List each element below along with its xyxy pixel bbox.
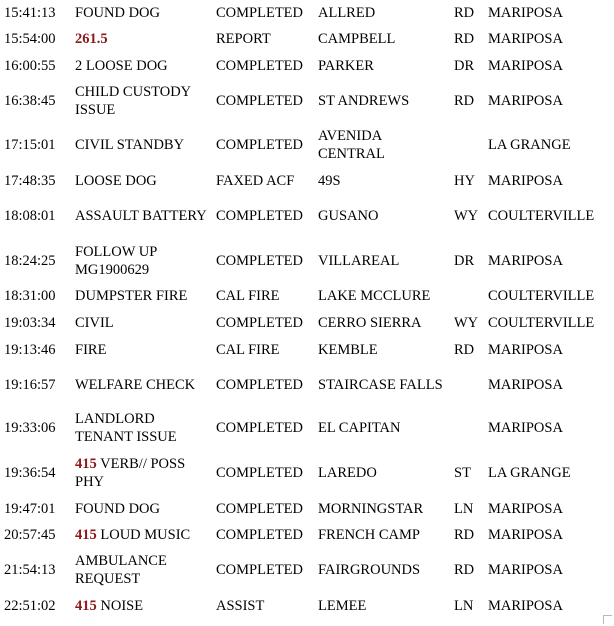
street-cell: MORNINGSTAR: [318, 500, 424, 517]
status-cell: COMPLETED: [216, 5, 303, 21]
street-cell: GUSANO: [318, 208, 379, 224]
incident-type: 2 LOOSE DOG: [75, 57, 168, 74]
incident-type: CIVIL STANDBY: [75, 137, 185, 153]
incident-code: 415: [75, 455, 97, 472]
time-cell: 19:36:54: [4, 464, 56, 481]
street-suffix-cell: RD: [454, 31, 475, 47]
log-row: [0, 194, 614, 238]
city-cell: MARIPOSA: [488, 5, 563, 21]
street-cell: AVENIDA CENTRAL: [318, 128, 385, 162]
street-cell: 49S: [318, 172, 341, 189]
city-cell: MARIPOSA: [488, 57, 563, 74]
status-cell: FAXED ACF: [216, 172, 295, 189]
incident-code: 261.5: [75, 31, 108, 47]
city-cell: LA GRANGE: [488, 137, 571, 153]
city-cell: MARIPOSA: [488, 172, 563, 189]
incident-type-cell: [71, 167, 212, 194]
status-cell: COMPLETED: [216, 314, 303, 331]
incident-type-cell: [71, 592, 212, 619]
time-cell: 19:13:46: [4, 341, 56, 358]
time-cell: 15:41:13: [4, 5, 56, 21]
street-suffix-cell: [450, 123, 484, 167]
street-suffix-cell: RD: [454, 562, 475, 578]
incident-type: FIRE: [75, 341, 107, 358]
street-suffix-cell: RD: [454, 341, 475, 358]
time-cell: 18:08:01: [4, 208, 56, 224]
city-cell: MARIPOSA: [488, 500, 563, 517]
status-cell: ASSIST: [216, 597, 265, 614]
incident-type: LANDLORD TENANT ISSUE: [75, 411, 177, 445]
time-cell: 21:54:13: [4, 562, 56, 578]
status-cell: COMPLETED: [216, 464, 303, 481]
time-cell: 19:16:57: [4, 376, 56, 393]
incident-type-cell: [71, 123, 212, 167]
street-suffix-cell: WY: [454, 208, 479, 224]
status-cell: COMPLETED: [216, 562, 303, 578]
time-cell: 19:47:01: [4, 500, 56, 517]
street-suffix-cell: RD: [454, 5, 475, 21]
incident-type: VERB// POSS PHY: [75, 455, 186, 490]
time-cell: 18:24:25: [4, 252, 56, 269]
street-cell: CERRO SIERRA: [318, 314, 422, 331]
street-suffix-cell: ST: [454, 464, 471, 481]
incident-type: FOUND DOG: [75, 5, 160, 21]
street-cell: ST ANDREWS: [318, 93, 410, 109]
street-suffix-cell: [450, 406, 484, 450]
time-cell: 15:54:00: [4, 31, 56, 47]
incident-type-cell: [71, 283, 212, 309]
log-row: [0, 309, 614, 336]
status-cell: COMPLETED: [216, 208, 303, 224]
status-cell: COMPLETED: [216, 376, 303, 393]
incident-type: NOISE: [96, 597, 144, 614]
street-cell: CAMPBELL: [318, 31, 396, 47]
street-suffix-cell: [450, 283, 484, 309]
incident-type: ASSAULT BATTERY: [75, 208, 207, 224]
city-cell: MARIPOSA: [488, 252, 563, 269]
status-cell: CAL FIRE: [216, 288, 280, 304]
city-cell: MARIPOSA: [488, 527, 563, 543]
time-cell: 16:00:55: [4, 57, 56, 74]
city-cell: MARIPOSA: [488, 376, 563, 393]
street-suffix-cell: DR: [454, 57, 475, 74]
incident-type-cell: [71, 363, 212, 406]
street-suffix-cell: [450, 363, 484, 406]
status-cell: REPORT: [216, 31, 271, 47]
incident-type-cell: [71, 194, 212, 238]
city-cell: MARIPOSA: [488, 31, 563, 47]
incident-type-cell: [71, 406, 212, 450]
city-cell: LA GRANGE: [488, 464, 571, 481]
log-row: [0, 123, 614, 167]
street-suffix-cell: RD: [454, 93, 475, 109]
time-cell: 19:03:34: [4, 314, 56, 331]
status-cell: COMPLETED: [216, 57, 303, 74]
status-cell: COMPLETED: [216, 137, 303, 153]
incident-type: LOUD MUSIC: [96, 527, 191, 543]
time-cell: 18:31:00: [4, 288, 56, 304]
log-row: [0, 167, 614, 194]
city-cell: COULTERVILLE: [488, 314, 595, 331]
street-suffix-cell: LN: [454, 500, 474, 517]
incident-type-cell: [71, 495, 212, 522]
log-row: [0, 548, 614, 592]
incident-type-cell: [71, 52, 212, 79]
incident-type: LOOSE DOG: [75, 172, 157, 189]
time-cell: 20:57:45: [4, 527, 56, 543]
street-cell: FRENCH CAMP: [318, 527, 420, 543]
log-row: [0, 52, 614, 79]
city-cell: MARIPOSA: [488, 562, 563, 578]
street-cell: PARKER: [318, 57, 374, 74]
time-cell: 16:38:45: [4, 93, 56, 109]
street-cell: LEMEE: [318, 597, 367, 614]
status-cell: COMPLETED: [216, 420, 303, 436]
street-cell: VILLAREAL: [318, 252, 400, 269]
log-row: [0, 26, 614, 52]
street-cell: STAIRCASE FALLS: [318, 376, 443, 393]
incident-type: CIVIL: [75, 314, 114, 331]
city-cell: MARIPOSA: [488, 93, 563, 109]
time-cell: 17:48:35: [4, 172, 56, 189]
incident-type-cell: [71, 450, 212, 495]
incident-type: FOUND DOG: [75, 500, 160, 517]
log-row: [0, 495, 614, 522]
city-cell: MARIPOSA: [488, 597, 563, 614]
time-cell: 17:15:01: [4, 137, 56, 153]
street-cell: KEMBLE: [318, 341, 378, 358]
status-cell: COMPLETED: [216, 252, 303, 269]
street-cell: FAIRGROUNDS: [318, 562, 421, 578]
incident-type: AMBULANCE REQUEST: [75, 553, 167, 587]
log-row: [0, 450, 614, 495]
log-row: [0, 238, 614, 283]
time-cell: 22:51:02: [4, 597, 56, 614]
street-cell: LAKE MCCLURE: [318, 288, 431, 304]
log-row: [0, 522, 614, 548]
street-cell: LAREDO: [318, 464, 377, 481]
street-cell: EL CAPITAN: [318, 420, 401, 436]
log-row: [0, 406, 614, 450]
corner-mark: [603, 615, 612, 624]
incident-type-cell: [71, 79, 212, 123]
status-cell: COMPLETED: [216, 500, 303, 517]
time-cell: 19:33:06: [4, 420, 56, 436]
log-row: [0, 79, 614, 123]
log-row: [0, 0, 614, 26]
incident-type-cell: [71, 26, 212, 52]
incident-type-cell: [71, 309, 212, 336]
city-cell: COULTERVILLE: [488, 288, 595, 304]
incident-type: CHILD CUSTODY ISSUE: [75, 84, 191, 118]
incident-type-cell: [71, 548, 212, 592]
street-suffix-cell: RD: [454, 527, 475, 543]
log-row: [0, 363, 614, 406]
incident-code: 415: [75, 527, 97, 543]
street-suffix-cell: DR: [454, 252, 475, 269]
incident-type: WELFARE CHECK: [75, 376, 196, 393]
street-suffix-cell: WY: [454, 314, 479, 331]
incident-type-cell: [71, 336, 212, 363]
incident-type-cell: [71, 522, 212, 548]
city-cell: MARIPOSA: [488, 341, 563, 358]
city-cell: MARIPOSA: [488, 420, 563, 436]
incident-type-cell: [71, 0, 212, 26]
log-row: [0, 283, 614, 309]
incident-type: FOLLOW UP MG1900629: [75, 243, 157, 278]
incident-type: DUMPSTER FIRE: [75, 288, 188, 304]
street-suffix-cell: HY: [454, 172, 475, 189]
incident-code: 415: [75, 597, 97, 614]
incident-type-cell: [71, 238, 212, 283]
status-cell: COMPLETED: [216, 93, 303, 109]
city-cell: COULTERVILLE: [488, 208, 595, 224]
status-cell: COMPLETED: [216, 527, 303, 543]
street-cell: ALLRED: [318, 5, 376, 21]
log-row: [0, 592, 614, 619]
status-cell: CAL FIRE: [216, 341, 280, 358]
log-row: [0, 336, 614, 363]
street-suffix-cell: LN: [454, 597, 474, 614]
